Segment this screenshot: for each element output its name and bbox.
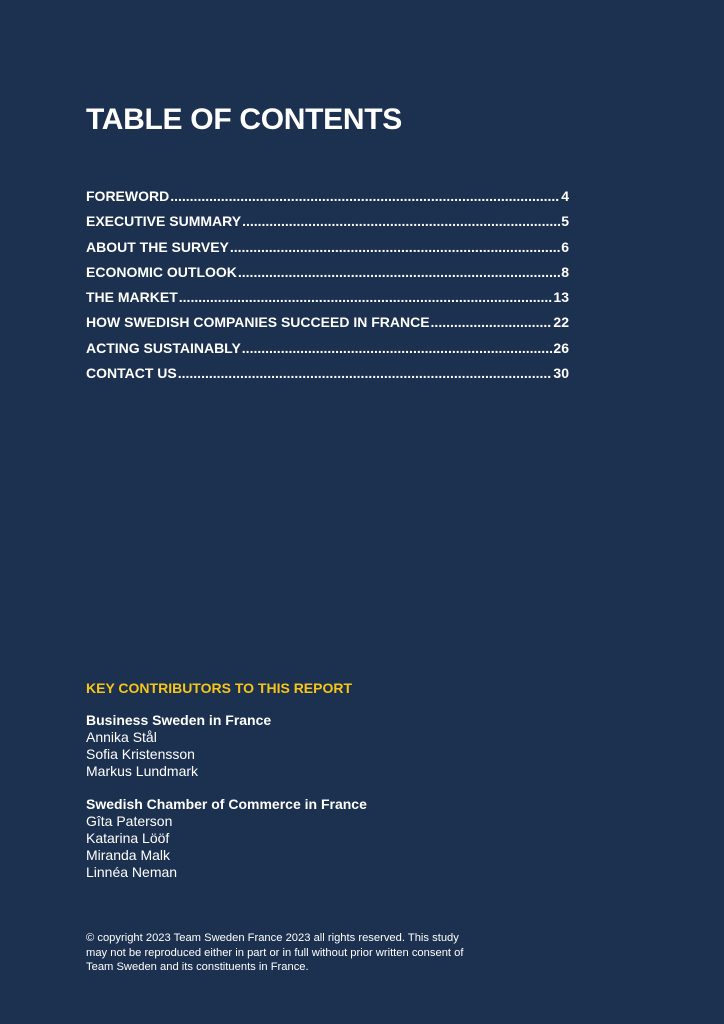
toc-page-number: 5 [561, 213, 569, 230]
table-of-contents [86, 186, 569, 388]
toc-entry-label: EXECUTIVE SUMMARY [86, 213, 242, 230]
contributor-name: Linnéa Neman [86, 864, 178, 880]
toc-entry-label: CONTACT US [86, 365, 177, 382]
contributors-heading: KEY CONTRIBUTORS TO THIS REPORT [86, 680, 353, 696]
toc-entry-economic-outlook[interactable] [86, 262, 569, 287]
org-name: Swedish Chamber of Commerce in France [86, 796, 367, 812]
toc-entry-label: ACTING SUSTAINABLY [86, 339, 241, 356]
toc-entry-the-market[interactable] [86, 287, 569, 312]
toc-page-number: 22 [553, 314, 569, 331]
contributor-name: Miranda Malk [86, 847, 171, 863]
toc-entry-label: HOW SWEDISH COMPANIES SUCCEED IN FRANCE [86, 314, 430, 331]
toc-entry-acting-sustainably[interactable] [86, 338, 569, 363]
dot-leader [242, 211, 560, 231]
copyright-line: Team Sweden and its constituents in France. [86, 961, 309, 973]
toc-entry-label: ABOUT THE SURVEY [86, 238, 229, 255]
toc-page-number: 30 [553, 365, 569, 382]
contributor-name: Gîta Paterson [86, 813, 173, 829]
dot-leader [179, 287, 553, 307]
contributor-org-business-sweden [86, 712, 586, 780]
dot-leader [170, 186, 560, 206]
page-title: TABLE OF CONTENTS [86, 103, 402, 136]
key-contributors-section [86, 678, 586, 881]
toc-page-number: 13 [553, 289, 569, 306]
toc-page-number: 6 [561, 238, 569, 255]
contributor-name: Annika Stål [86, 729, 157, 745]
toc-page-number: 4 [561, 188, 569, 204]
toc-entry-label: FOREWORD [86, 188, 170, 204]
dot-leader [238, 262, 560, 282]
toc-entry-foreword[interactable] [86, 186, 569, 211]
dot-leader [178, 363, 553, 383]
contributor-name: Sofia Kristensson [86, 746, 195, 762]
toc-entry-contact-us[interactable] [86, 363, 569, 388]
contributor-name: Markus Lundmark [86, 763, 199, 779]
toc-entry-executive-summary[interactable] [86, 211, 569, 236]
toc-entry-about-the-survey[interactable] [86, 237, 569, 262]
dot-leader [242, 338, 553, 358]
dot-leader [431, 312, 553, 332]
org-name: Business Sweden in France [86, 712, 272, 728]
contributor-name: Katarina Lööf [86, 830, 170, 846]
toc-entry-how-swedish-companies-succeed[interactable] [86, 312, 569, 337]
copyright-line: © copyright 2023 Team Sweden France 2023 all rights reserved. This study [86, 932, 459, 944]
toc-page-number: 26 [553, 339, 569, 356]
toc-page-number: 8 [561, 263, 569, 280]
copyright-notice [86, 931, 516, 975]
toc-entry-label: THE MARKET [86, 289, 178, 306]
contributor-org-swedish-chamber [86, 796, 586, 881]
toc-entry-label: ECONOMIC OUTLOOK [86, 263, 237, 280]
dot-leader [230, 237, 560, 257]
copyright-line: may not be reproduced either in part or in full without prior written consent of [86, 946, 464, 959]
